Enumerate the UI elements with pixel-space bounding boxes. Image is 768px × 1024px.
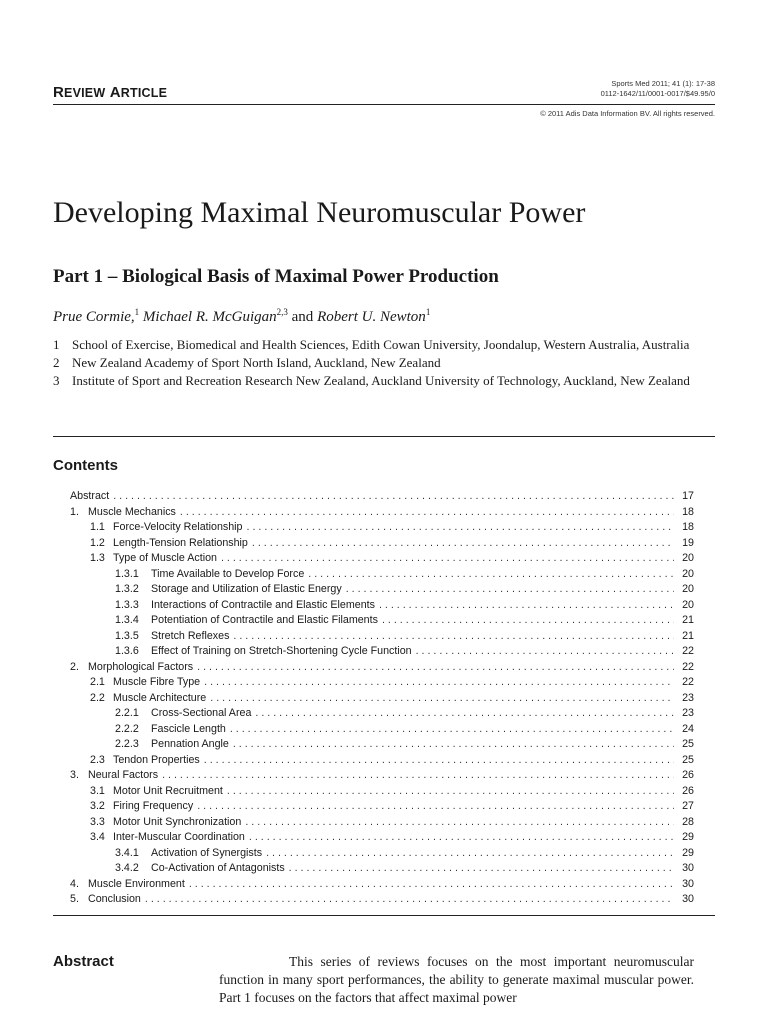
toc-entry-number: 2.3 [90,753,105,766]
toc-entry-number: 3.4.2 [115,862,139,874]
toc-entry-title: Interactions of Contractile and Elastic Elements [151,598,375,611]
toc-entry-label [70,846,262,862]
toc-entry-label [70,722,226,738]
toc-entry-number: 1.3.3 [115,598,139,611]
toc-entry-label [70,830,245,846]
toc-entry-label [70,582,342,598]
author-affiliation-mark: 1 [134,307,140,317]
toc-entry[interactable] [70,598,694,614]
toc-leader-dots [204,675,674,691]
toc-entry-number: 5. [70,893,79,905]
toc-entry-label [70,489,109,505]
author-affiliation-mark: 2,3 [276,307,288,317]
author-conjunction: and [291,309,314,325]
toc-entry-label [70,892,141,908]
toc-entry[interactable] [70,846,694,862]
toc-entry[interactable] [70,799,694,815]
toc-leader-dots [197,799,674,815]
toc-entry[interactable] [70,489,694,505]
toc-page-number: 22 [682,660,694,673]
toc-entry-title: Firing Frequency [113,800,194,812]
toc-entry-title: Pennation Angle [151,738,229,750]
toc-leader-dots [180,505,674,521]
toc-page-number: 29 [682,831,694,843]
toc-leader-dots [233,629,674,645]
citation-block [601,79,715,98]
toc-entry-label [70,861,285,877]
toc-page-number: 18 [682,505,694,518]
author-affiliation-mark: 1 [425,307,431,317]
toc-leader-dots [308,567,674,583]
toc-entry-number: 1.2 [90,536,105,549]
affiliation-item [53,354,715,372]
toc-leader-dots [266,846,674,862]
toc-entry-label [70,505,176,521]
author-name: Michael R. McGuigan [142,309,277,325]
toc-page-number: 20 [682,583,694,595]
toc-page-number: 26 [682,769,694,781]
citation-line: Sports Med 2011; 41 (1): 17-38 [611,79,715,88]
toc-entry-number: 4. [70,877,79,890]
toc-entry[interactable] [70,815,694,831]
toc-leader-dots [379,598,674,614]
toc-page-number: 17 [682,490,694,502]
toc-entry[interactable] [70,768,694,784]
toc-entry-number: 1.3.2 [115,583,139,595]
toc-entry-label [70,551,217,567]
citation-code: 0112-1642/11/0001-0017/$49.95/0 [600,88,715,98]
toc-entry-label [70,815,241,831]
toc-leader-dots [247,520,675,536]
affiliation-number: 2 [53,355,60,370]
toc-entry[interactable] [70,567,694,583]
toc-entry-label [70,784,223,800]
toc-page-number: 30 [682,893,694,905]
toc-entry-title: Potentiation of Contractile and Elastic Filaments [151,614,378,626]
toc-leader-dots [197,660,674,676]
article-type-second-initial: A [109,84,121,101]
toc-entry[interactable] [70,582,694,598]
author-name: Robert U. Newton [317,309,426,325]
toc-leader-dots [230,722,674,738]
toc-entry-title: Muscle Environment [88,877,185,890]
toc-entry-number: 3.2 [90,800,105,812]
toc-entry-number: 3. [70,769,79,781]
toc-leader-dots [346,582,674,598]
toc-leader-dots [210,691,674,707]
toc-entry[interactable] [70,722,694,738]
toc-leader-dots [227,784,674,800]
toc-entry[interactable] [70,629,694,645]
toc-entry-number: 3.3 [90,815,105,828]
toc-entry-number: 2. [70,660,79,673]
toc-page-number: 30 [682,862,694,874]
toc-entry-number: 3.4 [90,831,105,843]
toc-entry[interactable] [70,737,694,753]
toc-entry-title: Storage and Utilization of Elastic Energy [151,583,342,595]
toc-leader-dots [221,551,674,567]
affiliation-number: 1 [53,337,60,352]
toc-page-number: 29 [682,846,694,859]
toc-leader-dots [245,815,674,831]
toc-page-number: 30 [682,877,694,890]
toc-entry-label [70,877,185,893]
toc-leader-dots [255,706,674,722]
toc-entry-label [70,629,229,645]
toc-page-number: 19 [682,536,694,549]
toc-entry[interactable] [70,505,694,521]
toc-entry[interactable] [70,830,694,846]
toc-page-number: 21 [682,629,694,642]
toc-leader-dots [204,753,674,769]
toc-leader-dots [382,613,674,629]
toc-entry-title: Muscle Mechanics [88,505,176,518]
section-rule [53,436,715,437]
toc-page-number: 22 [682,676,694,688]
toc-entry[interactable] [70,877,694,893]
toc-entry-label [70,598,375,614]
toc-entry-title: Force-Velocity Relationship [113,521,243,533]
toc-entry-label [70,799,193,815]
toc-entry-title: Morphological Factors [88,660,194,673]
toc-page-number: 20 [682,598,694,611]
toc-page-number: 26 [682,784,694,797]
toc-entry-number: 1.1 [90,521,105,533]
toc-page-number: 23 [682,691,694,704]
toc-entry-number: 1.3 [90,552,105,564]
toc-leader-dots [162,768,674,784]
toc-entry-title: Length-Tension Relationship [113,536,248,549]
toc-leader-dots [233,737,674,753]
toc-entry-number: 1. [70,505,79,518]
toc-page-number: 28 [682,815,694,828]
toc-entry-number: 2.2 [90,691,105,704]
toc-entry-number: 1.3.4 [115,614,139,626]
affiliation-text: Institute of Sport and Recreation Research New Zealand, Auckland University of Technology, Auckland, New Zealand [72,373,690,388]
toc-entry[interactable] [70,660,694,676]
toc-entry[interactable] [70,613,694,629]
toc-entry-label [70,675,200,691]
toc-page-number: 25 [682,753,694,766]
toc-entry[interactable] [70,861,694,877]
affiliation-item [53,336,715,354]
author-name: Prue Cormie, [53,309,135,325]
toc-entry[interactable] [70,706,694,722]
toc-entry-label [70,567,304,583]
toc-leader-dots [252,536,674,552]
toc-entry-title: Type of Muscle Action [113,552,217,564]
toc-page-number: 24 [682,722,694,735]
author-list [53,307,430,326]
toc-entry-number: 3.1 [90,784,105,797]
toc-entry-number: 2.2.1 [115,707,139,719]
affiliation-list [53,336,715,390]
toc-entry-label [70,691,206,707]
toc-entry[interactable] [70,551,694,567]
article-title: Developing Maximal Neuromuscular Power [53,196,586,229]
contents-heading: Contents [53,457,118,474]
abstract-text: This series of reviews focuses on the most important neuromuscular function in many sport performances, the ability to generate maximal muscular power. Part 1 focuses on the factors that affect maximal power [219,954,694,1005]
article-subtitle: Part 1 – Biological Basis of Maximal Power Production [53,266,499,287]
toc-entry-title: Abstract [70,490,110,502]
toc-entry-title: Conclusion [88,893,141,905]
toc-entry-number: 2.2.3 [115,738,139,750]
toc-entry-number: 1.3.6 [115,645,139,657]
toc-leader-dots [145,892,674,908]
toc-page-number: 25 [682,738,694,750]
toc-entry[interactable] [70,892,694,908]
copyright-notice: © 2011 Adis Data Information BV. All rights reserved. [540,109,715,118]
toc-entry-label [70,768,158,784]
article-type-first-rest: EVIEW [64,86,106,100]
toc-page-number: 21 [682,614,694,626]
toc-entry-label [70,660,193,676]
toc-entry-title: Muscle Fibre Type [113,676,201,688]
toc-entry-number: 1.3.1 [115,567,139,580]
toc-page-number: 22 [682,645,694,657]
toc-entry-title: Motor Unit Recruitment [113,784,223,797]
toc-page-number: 23 [682,707,694,719]
toc-entry[interactable] [70,753,694,769]
toc-entry[interactable] [70,675,694,691]
toc-entry[interactable] [70,691,694,707]
abstract-heading: Abstract [53,953,114,970]
toc-page-number: 20 [682,567,694,580]
toc-entry-title: Motor Unit Synchronization [113,815,242,828]
toc-entry-title: Inter-Muscular Coordination [113,831,245,843]
toc-entry-title: Fascicle Length [151,722,226,735]
toc-entry-number: 2.1 [90,676,105,688]
toc-entry-number: 3.4.1 [115,846,139,859]
toc-leader-dots [289,861,674,877]
toc-entry-title: Activation of Synergists [151,846,263,859]
toc-page-number: 20 [682,552,694,564]
toc-entry-label [70,753,200,769]
toc-entry[interactable] [70,644,694,660]
toc-page-number: 18 [682,521,694,533]
toc-entry-title: Effect of Training on Stretch-Shortening Cycle Function [151,645,412,657]
article-type-label [53,84,167,101]
toc-entry-label [70,706,251,722]
toc-entry-title: Cross-Sectional Area [151,707,252,719]
toc-entry-label [70,613,378,629]
toc-entry-title: Muscle Architecture [113,691,207,704]
affiliation-text: School of Exercise, Biomedical and Health Sciences, Edith Cowan University, Joondalup, Western Australia, Australia [72,337,690,352]
toc-entry-label [70,737,229,753]
toc-entry-label [70,644,412,660]
toc-entry-title: Stretch Reflexes [151,629,230,642]
toc-leader-dots [189,877,674,893]
toc-leader-dots [249,830,674,846]
toc-entry-title: Tendon Properties [113,753,200,766]
toc-entry[interactable] [70,520,694,536]
toc-entry-label [70,520,243,536]
toc-entry-number: 1.3.5 [115,629,139,642]
toc-entry-title: Time Available to Develop Force [151,567,305,580]
toc-leader-dots [416,644,674,660]
affiliation-text: New Zealand Academy of Sport North Island, Auckland, New Zealand [72,355,441,370]
article-type-second-rest: RTICLE [120,86,168,100]
table-of-contents [70,489,694,908]
toc-entry-title: Neural Factors [88,769,159,781]
article-type-first-initial: R [53,84,65,101]
toc-entry[interactable] [70,784,694,800]
affiliation-number: 3 [53,373,60,388]
section-rule [53,915,715,916]
affiliation-item [53,372,715,390]
toc-entry-title: Co-Activation of Antagonists [151,862,285,874]
toc-entry[interactable] [70,536,694,552]
header-rule [53,104,715,105]
toc-leader-dots [113,489,674,505]
toc-entry-label [70,536,248,552]
toc-page-number: 27 [682,800,694,812]
toc-entry-number: 2.2.2 [115,722,139,735]
